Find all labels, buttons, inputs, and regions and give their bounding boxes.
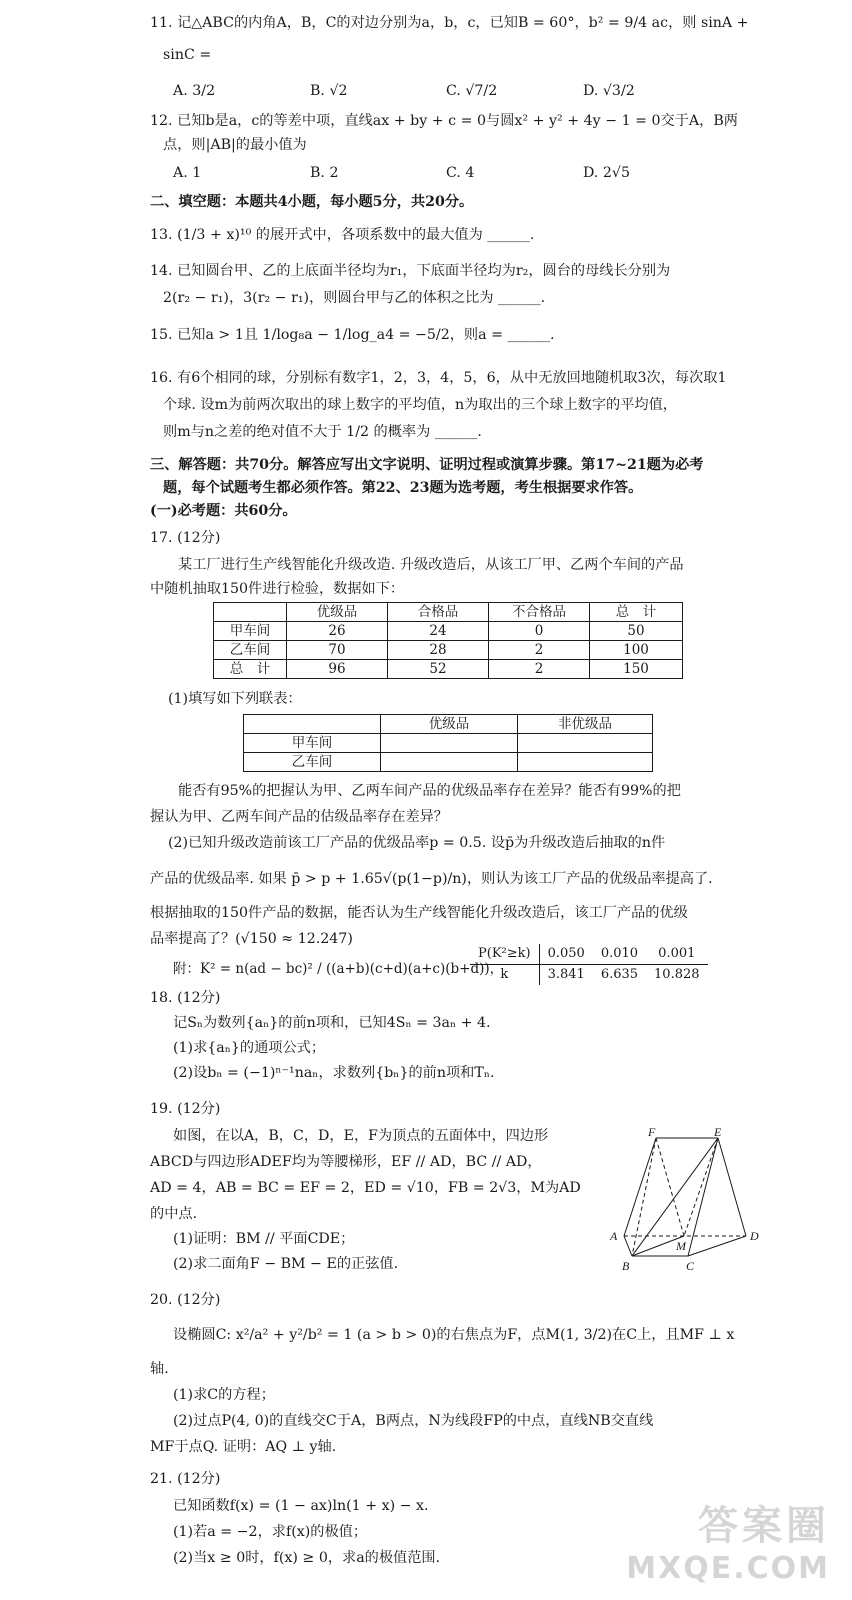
- q20-heading: 20. (12分): [150, 1292, 221, 1308]
- q15: 15. 已知a > 1且 1/log₈a − 1/log_a4 = −5/2，则a = ______.: [150, 327, 555, 343]
- table-cell: [381, 734, 518, 753]
- table-cell: 总 计: [214, 660, 287, 679]
- watermark-logo: [626, 1494, 830, 1586]
- vertex-label-d: D: [750, 1229, 759, 1243]
- q17-p6: 产品的优级品率. 如果 p̄ > p + 1.65√(p(1−p)/n)，则认为该工厂产品的优级品率提高了.: [150, 871, 713, 887]
- table-row: [214, 622, 683, 641]
- subsection-required: (一)必考题：共60分。: [150, 503, 297, 519]
- table-cell: 6.635: [600, 967, 639, 982]
- table-header-cell: 优级品: [381, 715, 518, 734]
- section-3-line1: 三、解答题：共70分。解答应写出文字说明、证明过程或演算步骤。第17~21题为必考: [150, 457, 704, 473]
- q20-p3: (1)求C的方程；: [173, 1387, 275, 1403]
- q12-option-a: A. 1: [173, 165, 202, 181]
- table-row: [214, 660, 683, 679]
- table-cell: 26: [287, 622, 388, 641]
- table-cell: 甲车间: [244, 734, 381, 753]
- table-cell: 2: [489, 660, 590, 679]
- table-row: [214, 641, 683, 660]
- q14-line1: 14. 已知圆台甲、乙的上底面半径均为r₁，下底面半径均为r₂，圆台的母线长分别为: [150, 263, 671, 279]
- section-3-line2: 题，每个试题考生都必须作答。第22、23题为选考题，考生根据要求作答。: [163, 480, 643, 496]
- vertex-label-a: A: [610, 1229, 618, 1243]
- table-header-cell: [214, 603, 287, 622]
- q13: 13. (1/3 + x)¹⁰ 的展开式中，各项系数中的最大值为 ______.: [150, 227, 535, 243]
- q20-p4: (2)过点P(4, 0)的直线交C于A，B两点，N为线段FP的中点，直线NB交直线: [173, 1413, 654, 1429]
- table-cell: 52: [388, 660, 489, 679]
- table-cell: 0.001: [646, 944, 708, 965]
- q21-p2: (1)若a = −2，求f(x)的极值；: [173, 1524, 368, 1540]
- q19-p4: 的中点.: [150, 1206, 198, 1222]
- q12-line2: 点，则|AB|的最小值为: [163, 137, 307, 153]
- table-cell: 2: [489, 641, 590, 660]
- table-cell: 甲车间: [214, 622, 287, 641]
- table-header-row: [214, 603, 683, 622]
- table-cell: 96: [287, 660, 388, 679]
- table-header-cell: 总 计: [590, 603, 683, 622]
- q20-p1: 设椭圆C: x²/a² + y²/b² = 1 (a > b > 0)的右焦点为F，点M(1, 3/2)在C上，且MF ⊥ x: [173, 1327, 735, 1343]
- q17-p2: 中随机抽取150件进行检验，数据如下：: [150, 581, 405, 597]
- q14-line2: 2(r₂ − r₁)，3(r₂ − r₁)，则圆台甲与乙的体积之比为 ______.: [163, 290, 546, 306]
- table-cell: 70: [287, 641, 388, 660]
- table-cell: 乙车间: [214, 641, 287, 660]
- table-cell: 24: [388, 622, 489, 641]
- q17-p5: (2)已知升级改造前该工厂产品的优级品率p = 0.5. 设p̄为升级改造后抽取的n件: [168, 835, 666, 851]
- q18-p2: (1)求{aₙ}的通项公式；: [173, 1040, 326, 1056]
- table-cell: 150: [590, 660, 683, 679]
- q18-heading: 18. (12分): [150, 990, 221, 1006]
- q11-option-a: A. 3/2: [173, 83, 216, 99]
- table-cell: 10.828: [654, 967, 700, 982]
- vertex-label-e: E: [714, 1126, 722, 1139]
- table-header-row: [244, 715, 653, 734]
- q21-p3: (2)当x ≥ 0时，f(x) ≥ 0，求a的极值范围.: [173, 1550, 441, 1566]
- table-header-cell: 合格品: [388, 603, 489, 622]
- q11-option-c: C. √7/2: [446, 83, 498, 99]
- vertex-label-b: B: [622, 1259, 630, 1273]
- q17-critical-value-table: [470, 944, 708, 985]
- q17-p3: 能否有95%的把握认为甲、乙两车间产品的优级品率存在差异？能否有99%的把: [178, 783, 681, 799]
- q17-p8: 品率提高了？(√150 ≈ 12.247): [150, 931, 353, 947]
- table-cell: [381, 753, 518, 772]
- section-2-heading: 二、填空题：本题共4小题，每小题5分，共20分。: [150, 194, 474, 210]
- q17-formula: 附：K² = n(ad − bc)² / ((a+b)(c+d)(a+c)(b+d))，: [173, 961, 504, 977]
- q16-line1: 16. 有6个相同的球，分别标有数字1，2，3，4，5，6，从中无放回地随机取3次，每次取1: [150, 370, 727, 386]
- q19-p2: ABCD与四边形ADEF均为等腰梯形，EF // AD，BC // AD，: [150, 1154, 542, 1170]
- q17-contingency-table: [243, 714, 653, 772]
- table-cell: P(K²≥k): [470, 944, 539, 965]
- q21-heading: 21. (12分): [150, 1471, 221, 1487]
- q17-heading: 17. (12分): [150, 530, 221, 546]
- watermark-line2: MXQE.COM: [626, 1551, 830, 1586]
- q12-option-b: B. 2: [310, 165, 339, 181]
- table-cell: 100: [590, 641, 683, 660]
- table-cell: 50: [590, 622, 683, 641]
- table-cell: [518, 753, 653, 772]
- q20-p5: MF于点Q. 证明：AQ ⊥ y轴.: [150, 1439, 337, 1455]
- table-header-cell: 不合格品: [489, 603, 590, 622]
- q11-option-b: B. √2: [310, 83, 348, 99]
- q21-p1: 已知函数f(x) = (1 − ax)ln(1 + x) − x.: [173, 1498, 429, 1514]
- q19-p3: AD = 4，AB = BC = EF = 2，ED = √10，FB = 2√3，M为AD: [150, 1180, 581, 1196]
- vertex-label-m: M: [676, 1239, 686, 1253]
- q19-p5: (1)证明：BM // 平面CDE；: [173, 1231, 355, 1247]
- q12-line1: 12. 已知b是a，c的等差中项，直线ax + by + c = 0与圆x² + y² + 4y − 1 = 0交于A，B两: [150, 113, 738, 129]
- table-cell: 0.050: [539, 944, 593, 965]
- table-row: [244, 734, 653, 753]
- q19-heading: 19. (12分): [150, 1101, 221, 1117]
- table-cell: 0: [489, 622, 590, 641]
- watermark-line1: 答案圈: [698, 1503, 830, 1549]
- q19-p6: (2)求二面角F − BM − E的正弦值.: [173, 1256, 399, 1272]
- q17-data-table: [213, 602, 683, 679]
- table-header-cell: 优级品: [287, 603, 388, 622]
- q12-option-c: C. 4: [446, 165, 475, 181]
- q18-p3: (2)设bₙ = (−1)ⁿ⁻¹naₙ，求数列{bₙ}的前n项和Tₙ.: [173, 1065, 495, 1081]
- q11-option-d: D. √3/2: [583, 83, 635, 99]
- q16-line2: 个球. 设m为前两次取出的球上数字的平均值，n为取出的三个球上数字的平均值，: [163, 397, 677, 413]
- q17-p7: 根据抽取的150件产品的数据，能否认为生产线智能化升级改造后，该工厂产品的优级: [150, 905, 688, 921]
- q20-p2: 轴.: [150, 1361, 169, 1377]
- table-header-cell: [244, 715, 381, 734]
- table-cell: 0.010: [593, 944, 646, 965]
- q17-part1: (1)填写如下列联表：: [168, 691, 302, 707]
- q19-p1: 如图，在以A，B，C，D，E，F为顶点的五面体中，四边形: [173, 1128, 549, 1144]
- table-row: [470, 944, 708, 965]
- q11-line1: 11. 记△ABC的内角A，B，C的对边分别为a，b，c，已知B = 60°，b² = 9/4 ac，则 sinA +: [150, 15, 749, 31]
- table-cell: [518, 734, 653, 753]
- q17-p1: 某工厂进行生产线智能化升级改造. 升级改造后，从该工厂甲、乙两个车间的产品: [178, 557, 684, 573]
- table-cell: 3.841: [547, 967, 585, 982]
- q18-p1: 记Sₙ为数列{aₙ}的前n项和，已知4Sₙ = 3aₙ + 4.: [173, 1015, 491, 1031]
- q17-p4: 握认为甲、乙两车间产品的估级品率存在差异？: [150, 809, 448, 825]
- table-row: [244, 753, 653, 772]
- q16-line3: 则m与n之差的绝对值不大于 1/2 的概率为 ______.: [163, 424, 482, 440]
- vertex-label-c: C: [686, 1259, 695, 1273]
- q12-option-d: D. 2√5: [583, 165, 630, 181]
- table-header-cell: 非优级品: [518, 715, 653, 734]
- table-cell: 28: [388, 641, 489, 660]
- q11-line2: sinC =: [163, 47, 212, 63]
- table-cell: 乙车间: [244, 753, 381, 772]
- table-cell: k: [470, 965, 539, 986]
- vertex-label-f: F: [648, 1126, 656, 1139]
- table-row: [470, 965, 708, 986]
- pentahedron-figure: [606, 1126, 766, 1276]
